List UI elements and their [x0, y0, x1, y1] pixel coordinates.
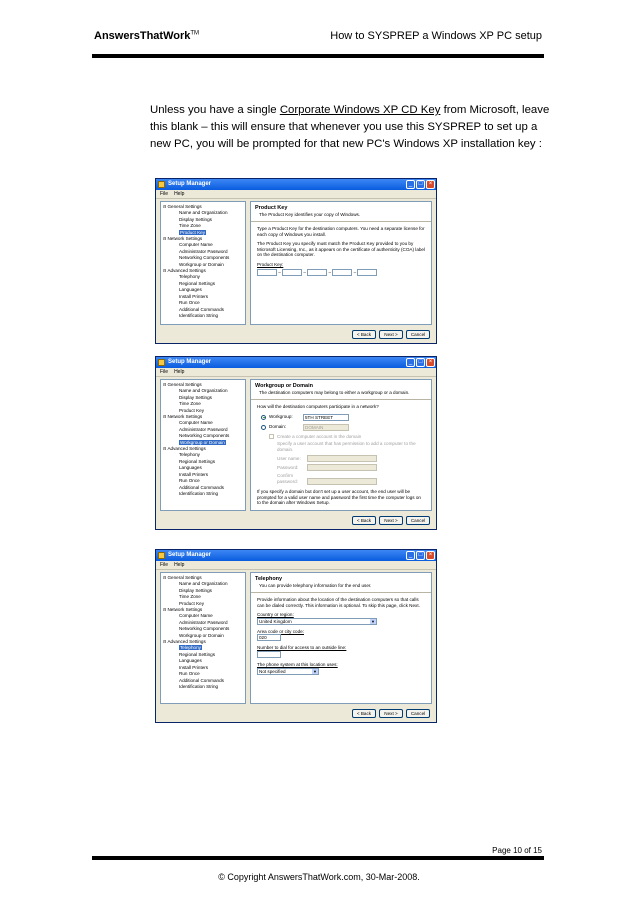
content-pane [250, 201, 432, 325]
tree-item-selected[interactable]: Workgroup or Domain [180, 439, 225, 445]
tree-item[interactable]: Time Zone [179, 594, 201, 600]
intro-paragraph: Unless you have a single Corporate Windows XP CD Key from Microsoft, leave this blank – this will ensure that whenever you use this SYSPREP to set up a new PC, you will be prompted for that new PC's Windows XP installation key : [150, 104, 550, 150]
tree-item[interactable]: Time Zone [179, 401, 201, 407]
phone-system-label: The phone system at this location uses: [257, 661, 338, 667]
tree-item[interactable]: Languages [179, 465, 202, 471]
settings-tree [160, 572, 246, 704]
tree-item[interactable]: Run Once [179, 671, 200, 677]
cd-key-link: Corporate Windows XP CD Key [279, 104, 441, 116]
page-title: Workgroup or Domain [255, 383, 313, 389]
tree-item[interactable]: Languages [179, 658, 202, 664]
phone-system-select[interactable]: Not specified ▼ [257, 668, 319, 675]
product-key-input-1[interactable] [257, 269, 277, 276]
instruction-text: Type a Product Key for the destination computers. You need a separate license for each copy of Windows you install. [257, 226, 425, 237]
chevron-down-icon: ▼ [313, 668, 317, 674]
app-icon [158, 552, 165, 559]
tree-item[interactable]: ⊟ General Settings [163, 204, 245, 210]
menu-bar [156, 368, 436, 377]
back-button[interactable]: < Back [352, 709, 376, 718]
tree-item[interactable]: Computer Name [179, 242, 213, 248]
tree-item[interactable]: Workgroup or Domain [179, 261, 224, 267]
tree-item[interactable]: Languages [179, 287, 202, 293]
settings-tree [160, 379, 246, 511]
product-key-input-3[interactable] [307, 269, 327, 276]
tree-item[interactable]: Telephony [179, 452, 200, 458]
next-button[interactable]: Next > [379, 709, 403, 718]
tree-item[interactable]: Display Settings [179, 587, 212, 593]
menu-help[interactable]: Help [174, 562, 185, 568]
confirm-row: Confirm password: [277, 473, 425, 485]
page-subtitle: You can provide telephony information for the end user. [259, 583, 372, 588]
page-title: Product Key [255, 205, 288, 211]
instruction-text: Provide information about the location of the destination computers so that calls can be dialed correctly. This information is optional. To skip this page, click Next. [257, 597, 420, 608]
tree-item[interactable]: ⊟ Network Settings [163, 236, 245, 242]
domain-row: Domain: DOMAIN [261, 424, 425, 431]
product-key-input-4[interactable] [332, 269, 352, 276]
tree-item[interactable]: Time Zone [179, 223, 201, 229]
cancel-button[interactable]: Cancel [406, 709, 430, 718]
tree-item[interactable]: Run Once [179, 478, 200, 484]
tree-item[interactable]: ⊟ General Settings [163, 382, 245, 388]
tree-item[interactable]: Display Settings [179, 394, 212, 400]
tree-item-selected[interactable]: Product Key [180, 229, 206, 235]
minimize-icon[interactable]: _ [406, 358, 415, 367]
tree-item[interactable]: Computer Name [179, 420, 213, 426]
tree-item[interactable]: Name and Organization [179, 210, 228, 216]
menu-file[interactable]: File [160, 191, 169, 197]
product-key-input-5[interactable] [357, 269, 377, 276]
back-button[interactable]: < Back [352, 516, 376, 525]
menu-help[interactable]: Help [174, 191, 185, 197]
password-row: Password: [277, 464, 425, 471]
trademark: TM [190, 30, 200, 37]
tree-item[interactable]: Networking Components [179, 626, 230, 632]
tree-item[interactable]: ⊟ Network Settings [163, 607, 245, 613]
back-button[interactable]: < Back [352, 330, 376, 339]
close-icon[interactable]: × [426, 180, 435, 189]
area-code-label: Area code or city code: [257, 628, 304, 634]
workgroup-radio[interactable] [261, 415, 266, 420]
question-text: How will the destination computers participate in a network? [257, 404, 379, 409]
chevron-down-icon: ▼ [371, 618, 375, 624]
header-brand: AnswersThatWork™ [94, 30, 200, 42]
maximize-icon[interactable]: □ [416, 358, 425, 367]
minimize-icon[interactable]: _ [406, 180, 415, 189]
tree-item[interactable]: Networking Components [179, 433, 230, 439]
tree-item[interactable]: Computer Name [179, 613, 213, 619]
outside-line-input[interactable] [257, 651, 281, 658]
menu-help[interactable]: Help [174, 369, 185, 375]
tree-item[interactable]: Administrator Password [179, 426, 228, 432]
note-text: If you specify a domain but don't set up a user account, the end user will be prompted for a valid user name and password the first time the computer logs on to the domain after Windows Setup. [257, 489, 421, 506]
settings-tree [160, 201, 246, 325]
maximize-icon[interactable]: □ [416, 551, 425, 560]
footer-rule [92, 856, 544, 860]
tree-item[interactable]: ⊟ General Settings [163, 575, 245, 581]
confirm-password-input[interactable] [307, 478, 377, 485]
tree-item[interactable]: Administrator Password [179, 619, 228, 625]
setup-manager-window-product-key [155, 178, 437, 344]
header-rule [92, 54, 544, 58]
instruction-text: The Product Key you specify must match the Product Key provided to you by Microsoft Licensing, Inc., as it appears on the certificate of authenticity (COA) label on the destination computer. [257, 241, 426, 258]
username-input[interactable] [307, 455, 377, 462]
maximize-icon[interactable]: □ [416, 180, 425, 189]
username-row: User name: [277, 455, 425, 462]
setup-manager-window-telephony [155, 549, 437, 723]
password-input[interactable] [307, 464, 377, 471]
tree-item[interactable]: Additional Commands [179, 484, 224, 490]
tree-item[interactable]: Name and Organization [179, 388, 228, 394]
country-label: Country or region: [257, 612, 294, 618]
copyright: © Copyright AnswersThatWork.com, 30-Mar-2008. [218, 872, 420, 882]
page-subtitle: The Product Key identifies your copy of Windows. [259, 212, 361, 217]
menu-file[interactable]: File [160, 369, 169, 375]
close-icon[interactable]: × [426, 551, 435, 560]
title-bar: Setup Manager _ □ × [156, 357, 436, 368]
tree-item[interactable]: Regional Settings [179, 651, 216, 657]
tree-item[interactable]: Additional Commands [179, 677, 224, 683]
page-subtitle: The destination computers may belong to either a workgroup or a domain. [259, 390, 410, 395]
tree-item[interactable]: Product Key [179, 407, 205, 413]
app-icon [158, 181, 165, 188]
area-code-input[interactable]: 020 [257, 634, 281, 641]
tree-item[interactable]: Display Settings [179, 216, 212, 222]
tree-item[interactable]: Networking Components [179, 255, 230, 261]
next-button[interactable]: Next > [379, 330, 403, 339]
tree-item[interactable]: Workgroup or Domain [179, 632, 224, 638]
minimize-icon[interactable]: _ [406, 551, 415, 560]
title-bar: Setup Manager _ □ × [156, 179, 436, 190]
product-key-fields: – – – – [257, 269, 425, 276]
tree-item[interactable]: Administrator Password [179, 248, 228, 254]
tree-item[interactable]: Identification String [179, 490, 219, 496]
workgroup-input[interactable]: 5TH STREET [303, 414, 349, 421]
domain-radio[interactable] [261, 425, 266, 430]
app-icon [158, 359, 165, 366]
country-select[interactable]: United Kingdom ▼ [257, 618, 377, 625]
tree-item[interactable]: Regional Settings [179, 458, 216, 464]
menu-file[interactable]: File [160, 562, 169, 568]
tree-item[interactable]: ⊟ Advanced Settings [163, 639, 245, 645]
workgroup-row: Workgroup: 5TH STREET [261, 414, 425, 421]
product-key-label: Product Key: [257, 261, 284, 267]
tree-item-selected[interactable]: Telephony [180, 645, 201, 651]
tree-item[interactable]: ⊟ Advanced Settings [163, 268, 245, 274]
tree-item[interactable]: Run Once [179, 300, 200, 306]
content-pane [250, 379, 432, 511]
domain-input[interactable]: DOMAIN [303, 424, 349, 431]
cancel-button[interactable]: Cancel [406, 516, 430, 525]
close-icon[interactable]: × [426, 358, 435, 367]
tree-item[interactable]: ⊟ Advanced Settings [163, 446, 245, 452]
header-title: How to SYSPREP a Windows XP PC setup [330, 30, 542, 42]
tree-item[interactable]: Name and Organization [179, 581, 228, 587]
create-account-row: Create a computer account in the domain [269, 434, 425, 440]
tree-item[interactable]: Install Printers [179, 293, 209, 299]
tree-item[interactable]: Additional Commands [179, 306, 224, 312]
page-number: Page 10 of 15 [492, 846, 542, 855]
specify-text: Specify a user account that has permission to add a computer to the domain. [277, 441, 416, 452]
next-button[interactable]: Next > [379, 516, 403, 525]
tree-item[interactable]: Telephony [179, 274, 200, 280]
tree-item[interactable]: Identification String [179, 683, 219, 689]
content-pane [250, 572, 432, 704]
tree-item[interactable]: Identification String [179, 312, 219, 318]
create-account-checkbox[interactable] [269, 434, 274, 439]
menu-bar [156, 561, 436, 570]
page-title: Telephony [255, 576, 283, 582]
tree-item[interactable]: Install Printers [179, 471, 209, 477]
outside-line-label: Number to dial for access to an outside line: [257, 645, 347, 651]
setup-manager-window-workgroup [155, 356, 437, 530]
cancel-button[interactable]: Cancel [406, 330, 430, 339]
tree-item[interactable]: Install Printers [179, 664, 209, 670]
tree-item[interactable]: Regional Settings [179, 280, 216, 286]
tree-item[interactable]: Product Key [179, 600, 205, 606]
menu-bar [156, 190, 436, 199]
product-key-input-2[interactable] [282, 269, 302, 276]
tree-item[interactable]: ⊟ Network Settings [163, 414, 245, 420]
title-bar: Setup Manager _ □ × [156, 550, 436, 561]
